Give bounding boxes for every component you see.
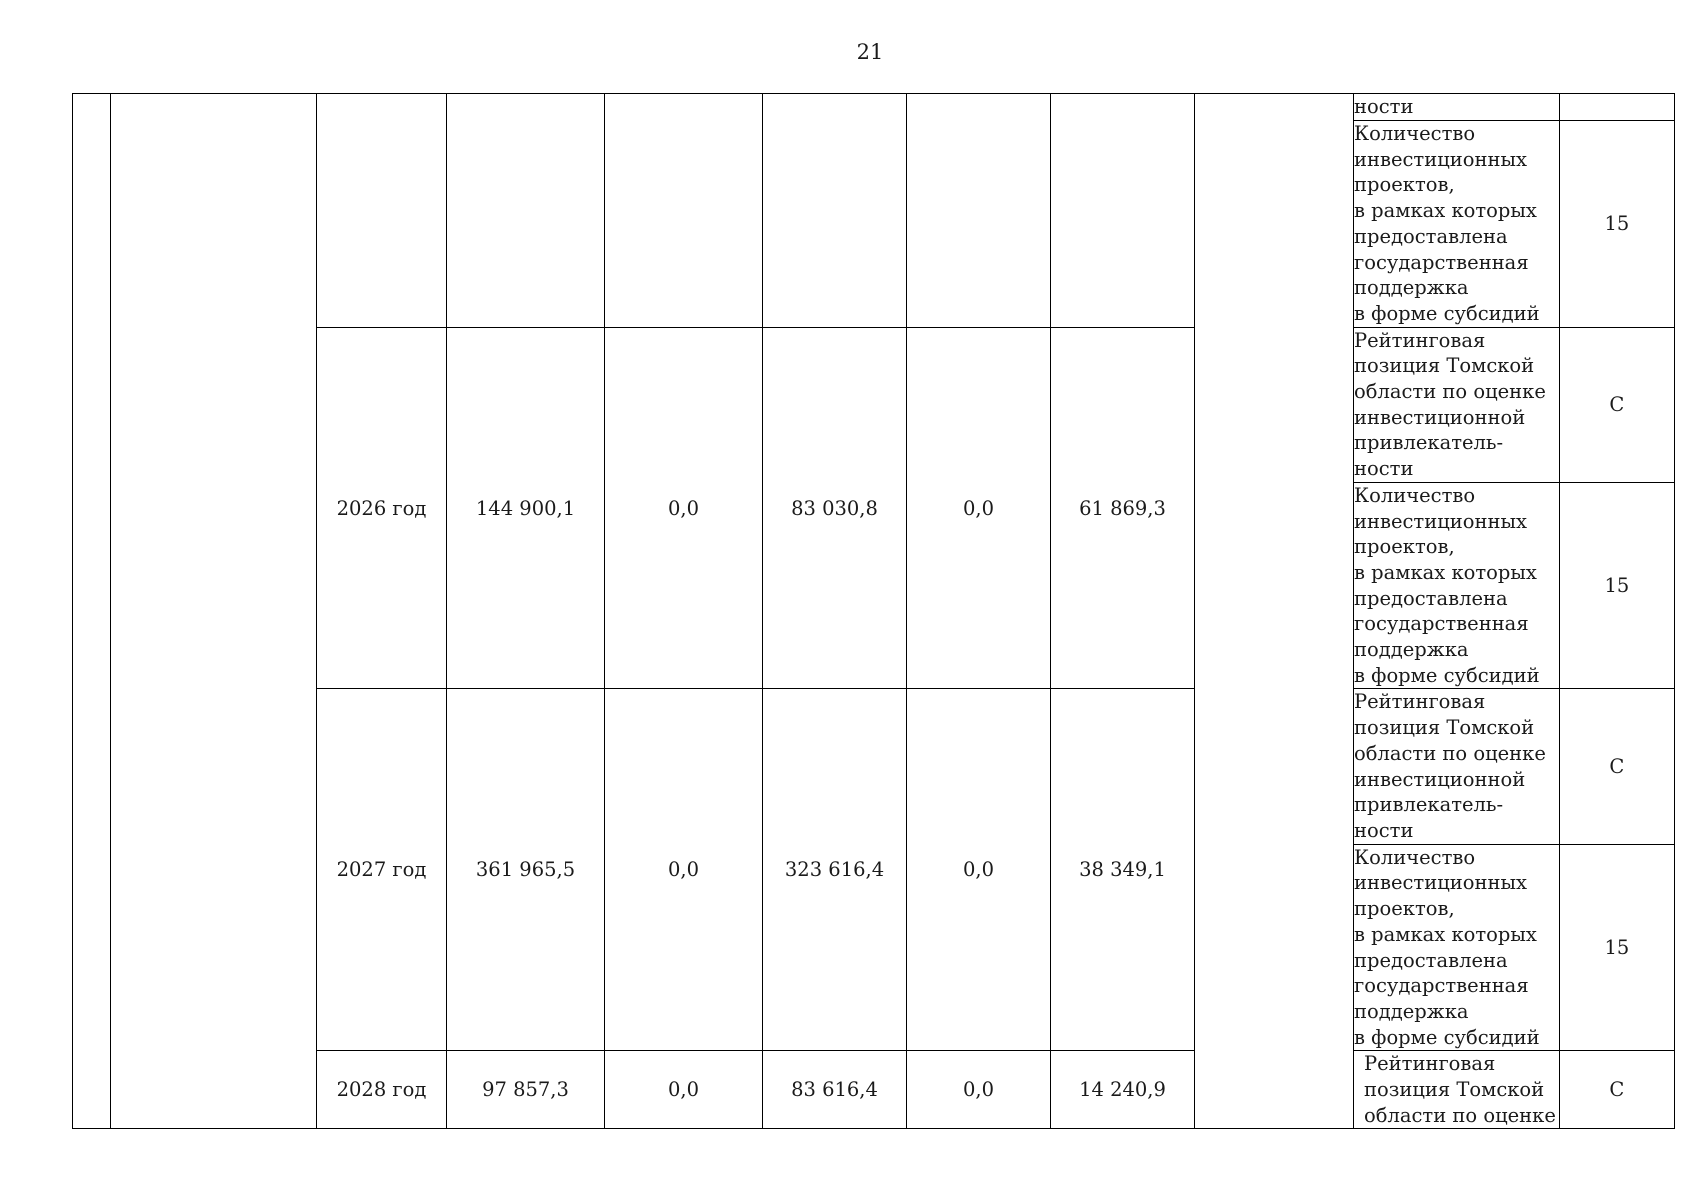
indicator-line: ности — [1354, 818, 1414, 842]
indicator-name-cell — [1354, 121, 1560, 328]
name-cell — [111, 94, 317, 1129]
indicator-line: в рамках которых — [1354, 560, 1537, 584]
number-cell — [73, 94, 111, 1129]
indicator-line: инвестиционных — [1354, 509, 1528, 533]
indicator-line: области по оценке — [1354, 380, 1546, 404]
indicator-line: Рейтинговая — [1364, 1052, 1496, 1076]
indicator-name-cell — [1354, 689, 1560, 844]
extra-budget-cell: 61 869,3 — [1051, 327, 1195, 689]
indicator-value-cell: С — [1559, 327, 1674, 482]
indicator-value-cell: С — [1559, 689, 1674, 844]
total-cell: 144 900,1 — [447, 327, 605, 689]
indicator-value-cell: 15 — [1559, 844, 1674, 1051]
indicator-line: Рейтинговая — [1354, 690, 1486, 714]
year-cell: 2028 год — [317, 1051, 447, 1129]
indicator-line: в форме субсидий — [1354, 301, 1540, 325]
indicator-line: привлекатель- — [1354, 793, 1504, 817]
indicator-line: Рейтинговая — [1354, 328, 1486, 352]
indicator-line: области по оценке — [1364, 1103, 1556, 1127]
executor-cell — [1195, 94, 1354, 1129]
local-cell: 0,0 — [907, 689, 1051, 1051]
indicator-line: государственная — [1354, 250, 1529, 274]
indicator-line: Количество — [1354, 483, 1476, 507]
indicator-line: государственная — [1354, 612, 1529, 636]
indicator-line: в форме субсидий — [1354, 663, 1540, 687]
indicator-name-cell — [1354, 327, 1560, 482]
federal-cell: 0,0 — [605, 327, 763, 689]
total-cell: 361 965,5 — [447, 689, 605, 1051]
budget-table — [72, 93, 1675, 1129]
federal-cell — [605, 94, 763, 328]
indicator-line: инвестиционных — [1354, 147, 1528, 171]
year-cell: 2026 год — [317, 327, 447, 689]
table-row — [73, 94, 1675, 121]
indicator-line: области по оценке — [1354, 741, 1546, 765]
indicator-name-cell — [1354, 844, 1560, 1051]
indicator-value-cell: С — [1559, 1051, 1674, 1129]
indicator-line: проектов, — [1354, 535, 1455, 559]
indicator-line: ности — [1354, 95, 1414, 119]
indicator-line: проектов, — [1354, 897, 1455, 921]
indicator-line: в рамках которых — [1354, 922, 1537, 946]
total-cell: 97 857,3 — [447, 1051, 605, 1129]
indicator-line: Количество — [1354, 845, 1476, 869]
regional-cell: 83 030,8 — [763, 327, 907, 689]
indicator-line: проектов, — [1354, 173, 1455, 197]
indicator-line: в форме субсидий — [1354, 1025, 1540, 1049]
indicator-value-cell: 15 — [1559, 121, 1674, 328]
indicator-line: предоставлена — [1354, 948, 1508, 972]
indicator-line: позиция Томской — [1354, 354, 1535, 378]
extra-budget-cell: 38 349,1 — [1051, 689, 1195, 1051]
indicator-line: в рамках которых — [1354, 199, 1537, 223]
indicator-line: инвестиционной — [1354, 767, 1526, 791]
total-cell — [447, 94, 605, 328]
indicator-line: инвестиционных — [1354, 871, 1528, 895]
indicator-name-cell — [1354, 94, 1560, 121]
indicator-line: поддержка — [1354, 638, 1469, 662]
indicator-line: поддержка — [1354, 276, 1469, 300]
federal-cell: 0,0 — [605, 689, 763, 1051]
indicator-name-cell — [1354, 1051, 1560, 1129]
indicator-line: инвестиционной — [1354, 405, 1526, 429]
extra-budget-cell — [1051, 94, 1195, 328]
regional-cell — [763, 94, 907, 328]
indicator-value-cell: 15 — [1559, 482, 1674, 689]
indicator-line: поддержка — [1354, 999, 1469, 1023]
indicator-line: государственная — [1354, 974, 1529, 998]
indicator-line: позиция Томской — [1354, 716, 1535, 740]
indicator-line: предоставлена — [1354, 586, 1508, 610]
local-cell — [907, 94, 1051, 328]
regional-cell: 83 616,4 — [763, 1051, 907, 1129]
page-number: 21 — [856, 40, 884, 64]
year-cell — [317, 94, 447, 328]
indicator-line: привлекатель- — [1354, 431, 1504, 455]
local-cell: 0,0 — [907, 327, 1051, 689]
year-cell: 2027 год — [317, 689, 447, 1051]
federal-cell: 0,0 — [605, 1051, 763, 1129]
indicator-line: позиция Томской — [1364, 1078, 1545, 1102]
indicator-name-cell — [1354, 482, 1560, 689]
indicator-line: предоставлена — [1354, 224, 1508, 248]
indicator-line: Количество — [1354, 122, 1476, 145]
regional-cell: 323 616,4 — [763, 689, 907, 1051]
indicator-value-cell — [1559, 94, 1674, 121]
local-cell: 0,0 — [907, 1051, 1051, 1129]
indicator-line: ности — [1354, 457, 1414, 481]
extra-budget-cell: 14 240,9 — [1051, 1051, 1195, 1129]
